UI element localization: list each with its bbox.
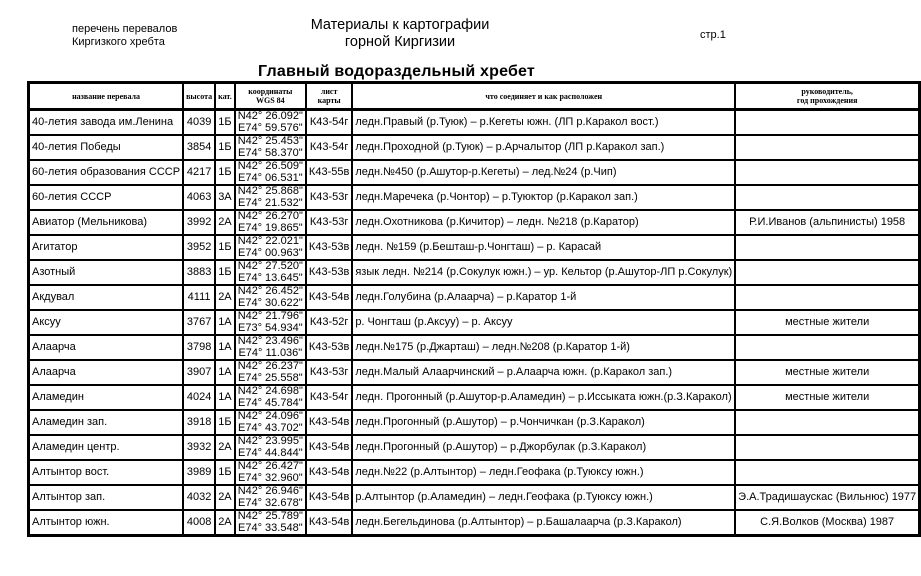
table-row [29,160,920,185]
longitude: E74° 21.532" [238,196,303,209]
latitude: N42° 26.270" [237,210,303,222]
category-cell: 2А [215,285,235,310]
height-cell: 3932 [183,435,215,460]
latitude: N42° 25.789" [237,510,303,522]
col-header-description: что соединяет и как расположен [352,83,735,110]
description-cell: ледн.Прогонный (р.Ашутор) – р.Чончичкан (р.З.Каракол) [352,410,735,435]
leader-cell [735,260,920,285]
longitude: E74° 32.960" [238,471,303,484]
map-sheet-cell: К43-53г [306,185,352,210]
table-row [29,410,920,435]
table-header-row [29,83,920,110]
description-cell: ледн. Прогонный (р.Ашутор-р.Аламедин) – р.Иссыката южн.(р.З.Каракол) [352,385,735,410]
coords-cell [235,485,306,510]
latitude: N42° 26.092" [237,110,303,122]
longitude: E74° 33.548" [238,521,303,534]
latitude: N42° 23.496" [237,335,303,347]
coords-cell [235,110,306,136]
longitude: E74° 59.576" [238,121,303,134]
height-cell: 4032 [183,485,215,510]
pass-name-cell: Алтынтор вост. [29,460,184,485]
pass-name-cell: Алаарча [29,360,184,385]
height-cell: 3767 [183,310,215,335]
map-sheet-cell: К43-54в [306,510,352,536]
category-cell: 1Б [215,160,235,185]
map-sheet-cell: К43-54г [306,385,352,410]
height-cell: 4039 [183,110,215,136]
category-cell: 1Б [215,410,235,435]
category-cell: 1Б [215,235,235,260]
title-line-2: горной Киргизии [344,34,456,50]
table-row [29,260,920,285]
height-cell: 3992 [183,210,215,235]
latitude: N42° 23.995" [237,435,303,447]
map-sheet-cell: К43-54в [306,435,352,460]
leader-cell [735,460,920,485]
table-row [29,310,920,335]
category-cell: 1Б [215,460,235,485]
pass-name-cell: Алтынтор зап. [29,485,184,510]
map-sheet-cell: К43-53г [306,360,352,385]
table-row [29,385,920,410]
table-row [29,235,920,260]
longitude: E74° 11.036" [238,346,303,359]
map-sheet-cell: К43-53г [306,210,352,235]
category-cell: 1Б [215,260,235,285]
table-row [29,185,920,210]
col-header-coords-line2: WGS 84 [255,96,285,105]
leader-cell [735,410,920,435]
description-cell: ледн.Малый Алаарчинский – р.Алаарча южн. (р.Каракол зап.) [352,360,735,385]
map-sheet-cell: К43-53в [306,235,352,260]
longitude: E74° 45.784" [238,396,303,409]
category-cell: 3А [215,185,235,210]
height-cell: 4111 [183,285,215,310]
pass-name-cell: 40-летия Победы [29,135,184,160]
col-header-leader [735,83,920,110]
col-header-sheet-line1: лист [320,87,338,96]
pass-name-cell: Алаарча [29,335,184,360]
description-cell: ледн.Прогонный (р.Ашутор) – р.Джорбулак (р.З.Каракол) [352,435,735,460]
longitude: E74° 43.702" [238,421,303,434]
map-sheet-cell: К43-54г [306,110,352,136]
latitude: N42° 27.520" [237,260,303,272]
height-cell: 4063 [183,185,215,210]
longitude: E74° 44.844" [238,446,303,459]
table-row [29,435,920,460]
longitude: E74° 30.622" [238,296,303,309]
description-cell: ледн.Охотникова (р.Кичитор) – ледн. №218 (р.Каратор) [352,210,735,235]
latitude: N42° 21.796" [237,310,303,322]
title-line-1: Материалы к картографии [310,17,490,33]
map-sheet-cell: К43-53в [306,335,352,360]
category-cell: 1А [215,360,235,385]
col-header-sheet-line2: карты [317,96,341,105]
longitude: E74° 32.678" [238,496,303,509]
description-cell: ледн.Правый (р.Туюк) – р.Кегеты южн. (ЛП р.Каракол вост.) [352,110,735,136]
col-header-height: высота [183,83,215,110]
category-cell: 1А [215,310,235,335]
latitude: N42° 26.237" [237,360,303,372]
category-cell: 2А [215,485,235,510]
leader-cell [735,285,920,310]
description-cell: р. Чонгташ (р.Аксуу) – р. Аксуу [352,310,735,335]
leader-cell: местные жители [735,360,920,385]
longitude: E74° 00.963" [238,246,303,259]
coords-cell [235,210,306,235]
category-cell: 1А [215,335,235,360]
pass-name-cell: Аксуу [29,310,184,335]
height-cell: 3854 [183,135,215,160]
pass-name-cell: Аламедин центр. [29,435,184,460]
leader-cell: С.Я.Волков (Москва) 1987 [735,510,920,536]
leader-cell [735,335,920,360]
section-title: Главный водораздельный хребет [258,63,535,80]
leader-cell: Э.А.Традишаускас (Вильнюс) 1977 [735,485,920,510]
leader-cell [735,135,920,160]
subtitle-line-2: Киргизкого хребта [72,36,165,48]
coords-cell [235,185,306,210]
table-row [29,335,920,360]
map-sheet-cell: К43-54г [306,135,352,160]
pass-name-cell: Акдувал [29,285,184,310]
latitude: N42° 25.868" [237,185,303,197]
col-header-leader-line2: год прохождения [796,96,858,105]
document-subtitle [72,23,177,49]
height-cell: 3907 [183,360,215,385]
coords-cell [235,160,306,185]
height-cell: 4008 [183,510,215,536]
latitude: N42° 26.946" [237,485,303,497]
description-cell: ледн.Голубина (р.Алаарча) – р.Каратор 1-й [352,285,735,310]
map-sheet-cell: К43-54в [306,485,352,510]
table-body [29,110,920,536]
col-header-coords [235,83,306,110]
height-cell: 3883 [183,260,215,285]
coords-cell [235,135,306,160]
page-number: стр.1 [700,29,726,41]
leader-cell [735,185,920,210]
description-cell: ледн. №159 (р.Бешташ-р.Чонгташ) – р. Карасай [352,235,735,260]
category-cell: 2А [215,210,235,235]
col-header-sheet [306,83,352,110]
pass-name-cell: Аламедин [29,385,184,410]
document-title [250,17,550,51]
table-row [29,360,920,385]
table-row [29,110,920,136]
pass-name-cell: Азотный [29,260,184,285]
coords-cell [235,410,306,435]
table-row [29,210,920,235]
longitude: E74° 25.558" [238,371,303,384]
category-cell: 2А [215,510,235,536]
coords-cell [235,360,306,385]
subtitle-line-1: перечень перевалов [72,23,178,35]
height-cell: 3989 [183,460,215,485]
coords-cell [235,510,306,536]
latitude: N42° 24.698" [237,385,303,397]
leader-cell: Р.И.Иванов (альпинисты) 1958 [735,210,920,235]
leader-cell: местные жители [735,385,920,410]
leader-cell [735,235,920,260]
pass-name-cell: Авиатор (Мельникова) [29,210,184,235]
latitude: N42° 24.096" [237,410,303,422]
table-row [29,135,920,160]
pass-name-cell: Агитатор [29,235,184,260]
table-row [29,510,920,536]
longitude: E74° 19.865" [238,221,303,234]
category-cell: 2А [215,435,235,460]
category-cell: 1А [215,385,235,410]
description-cell: р.Алтынтор (р.Аламедин) – ледн.Геофака (р.Туюксу южн.) [352,485,735,510]
description-cell: ледн.№450 (р.Ашутор-р.Кегеты) – лед.№24 (р.Чип) [352,160,735,185]
height-cell: 3918 [183,410,215,435]
coords-cell [235,335,306,360]
longitude: E74° 58.370" [238,146,303,159]
coords-cell [235,235,306,260]
table-row [29,460,920,485]
category-cell: 1Б [215,135,235,160]
latitude: N42° 25.453" [237,135,303,147]
longitude: E74° 13.645" [238,271,303,284]
description-cell: ледн.Маречека (р.Чонтор) – р.Туюктор (р.Каракол зап.) [352,185,735,210]
description-cell: ледн.Бегельдинова (р.Алтынтор) – р.Башалаарча (р.З.Каракол) [352,510,735,536]
description-cell: ледн.№175 (р.Джарташ) – ледн.№208 (р.Каратор 1-й) [352,335,735,360]
passes-table [27,81,921,537]
table-row [29,285,920,310]
coords-cell [235,285,306,310]
longitude: E74° 06.531" [238,171,303,184]
description-cell: ледн.Проходной (р.Туюк) – р.Арчалытор (ЛП р.Каракол зап.) [352,135,735,160]
latitude: N42° 22.021" [237,235,303,247]
map-sheet-cell: К43-54в [306,460,352,485]
col-header-leader-line1: руководитель, [801,87,853,96]
latitude: N42° 26.427" [237,460,303,472]
map-sheet-cell: К43-54в [306,285,352,310]
latitude: N42° 26.509" [237,160,303,172]
coords-cell [235,385,306,410]
pass-name-cell: Аламедин зап. [29,410,184,435]
pass-name-cell: 40-летия завода им.Ленина [29,110,184,136]
map-sheet-cell: К43-54в [306,410,352,435]
pass-name-cell: 60-летия СССР [29,185,184,210]
latitude: N42° 26.452" [237,285,303,297]
pass-name-cell: 60-летия образования СССР [29,160,184,185]
coords-cell [235,460,306,485]
description-cell: ледн.№22 (р.Алтынтор) – ледн.Геофака (р.Туюксу южн.) [352,460,735,485]
leader-cell [735,110,920,136]
map-sheet-cell: К43-55в [306,160,352,185]
map-sheet-cell: К43-52г [306,310,352,335]
map-sheet-cell: К43-53в [306,260,352,285]
coords-cell [235,310,306,335]
category-cell: 1Б [215,110,235,136]
longitude: E73° 54.934" [238,321,303,334]
col-header-coords-line1: координаты [248,87,293,96]
coords-cell [235,260,306,285]
col-header-name: название перевала [29,83,184,110]
description-cell: язык ледн. №214 (р.Сокулук южн.) – ур. Кельтор (р.Ашутор-ЛП р.Сокулук) [352,260,735,285]
leader-cell [735,160,920,185]
leader-cell: местные жители [735,310,920,335]
height-cell: 4024 [183,385,215,410]
pass-name-cell: Алтынтор южн. [29,510,184,536]
height-cell: 3798 [183,335,215,360]
coords-cell [235,435,306,460]
height-cell: 3952 [183,235,215,260]
col-header-category: кат. [215,83,235,110]
table-row [29,485,920,510]
height-cell: 4217 [183,160,215,185]
leader-cell [735,435,920,460]
